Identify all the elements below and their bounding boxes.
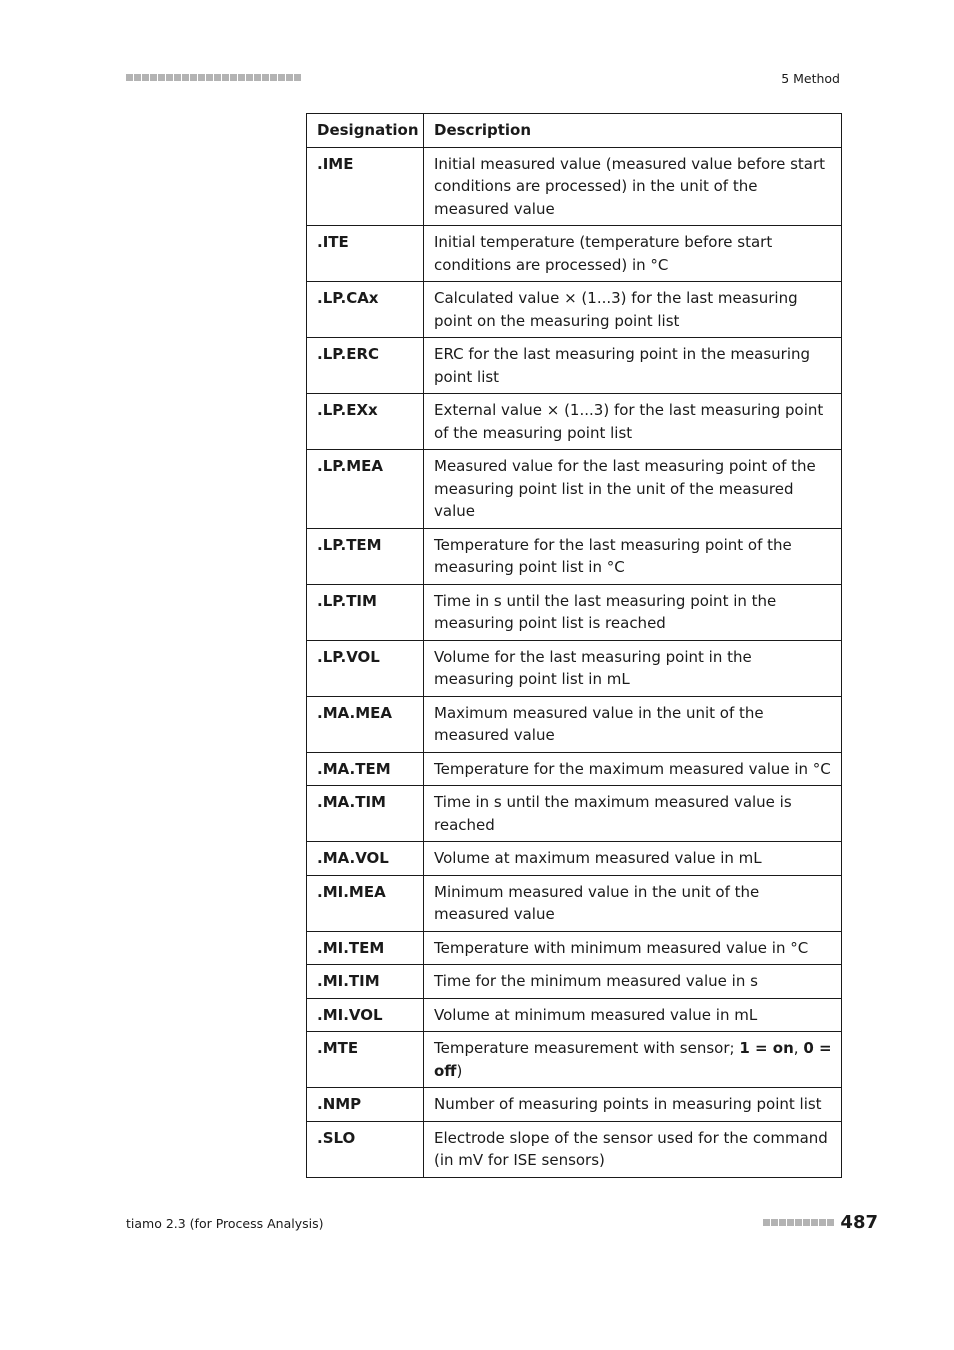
page-number: 487 xyxy=(840,1212,878,1233)
footer-product: tiamo 2.3 (for Process Analysis) xyxy=(126,1216,324,1231)
description-cell: Volume at maximum measured value in mL xyxy=(424,842,842,876)
off-value: 0 = off xyxy=(434,1039,832,1080)
footer-decoration xyxy=(763,1219,834,1226)
table-row xyxy=(307,696,842,752)
designation-cell: .MI.TIM xyxy=(307,965,424,999)
description-cell: Time in s until the maximum measured value is reached xyxy=(424,786,842,842)
table-row xyxy=(307,931,842,965)
designation-cell: .LP.CAx xyxy=(307,282,424,338)
designation-cell: .MI.VOL xyxy=(307,998,424,1032)
description-cell: Volume at minimum measured value in mL xyxy=(424,998,842,1032)
designation-cell: .LP.MEA xyxy=(307,450,424,529)
description-cell: External value × (1...3) for the last measuring point of the measuring point list xyxy=(424,394,842,450)
designation-cell: .LP.VOL xyxy=(307,640,424,696)
table-row xyxy=(307,282,842,338)
designation-cell: .LP.TIM xyxy=(307,584,424,640)
variables-table xyxy=(306,113,842,1178)
table-row xyxy=(307,640,842,696)
table-row xyxy=(307,584,842,640)
description-cell xyxy=(424,1032,842,1088)
table-row xyxy=(307,1032,842,1088)
footer-page xyxy=(763,1212,878,1233)
description-cell: Time for the minimum measured value in s xyxy=(424,965,842,999)
designation-cell: .LP.EXx xyxy=(307,394,424,450)
designation-cell: .MI.TEM xyxy=(307,931,424,965)
description-cell: Temperature for the last measuring point of the measuring point list in °C xyxy=(424,528,842,584)
description-text: Temperature measurement with sensor; xyxy=(434,1039,740,1057)
description-cell: Measured value for the last measuring point of the measuring point list in the unit of the measured value xyxy=(424,450,842,529)
column-header-description: Description xyxy=(424,114,842,148)
section-title: 5 Method xyxy=(781,71,840,86)
description-cell: Minimum measured value in the unit of the measured value xyxy=(424,875,842,931)
description-cell: Initial temperature (temperature before start conditions are processed) in °C xyxy=(424,226,842,282)
designation-cell: .MA.TEM xyxy=(307,752,424,786)
table-row xyxy=(307,1088,842,1122)
table-row xyxy=(307,147,842,226)
table-row xyxy=(307,226,842,282)
designation-cell: .MA.TIM xyxy=(307,786,424,842)
table-row xyxy=(307,528,842,584)
description-cell: Initial measured value (measured value before start conditions are processed) in the unit of the measured value xyxy=(424,147,842,226)
table-row xyxy=(307,875,842,931)
header-decoration xyxy=(126,74,301,81)
designation-cell: .MA.MEA xyxy=(307,696,424,752)
description-cell: Calculated value × (1...3) for the last measuring point on the measuring point list xyxy=(424,282,842,338)
table-row xyxy=(307,1121,842,1177)
description-cell: Temperature with minimum measured value in °C xyxy=(424,931,842,965)
description-cell: Volume for the last measuring point in the measuring point list in mL xyxy=(424,640,842,696)
table-row xyxy=(307,786,842,842)
column-header-designation: Designation xyxy=(307,114,424,148)
on-value: 1 = on xyxy=(739,1039,794,1057)
table-row xyxy=(307,450,842,529)
designation-cell: .MA.VOL xyxy=(307,842,424,876)
table-row xyxy=(307,998,842,1032)
description-cell: Number of measuring points in measuring point list xyxy=(424,1088,842,1122)
designation-cell: .LP.ERC xyxy=(307,338,424,394)
designation-cell: .ITE xyxy=(307,226,424,282)
closing-paren: ) xyxy=(456,1061,463,1080)
designation-cell: .NMP xyxy=(307,1088,424,1122)
table-row xyxy=(307,752,842,786)
designation-cell: .LP.TEM xyxy=(307,528,424,584)
description-cell: Temperature for the maximum measured value in °C xyxy=(424,752,842,786)
designation-cell: .MTE xyxy=(307,1032,424,1088)
description-cell: Electrode slope of the sensor used for the command (in mV for ISE sensors) xyxy=(424,1121,842,1177)
table-row xyxy=(307,842,842,876)
description-cell: ERC for the last measuring point in the measuring point list xyxy=(424,338,842,394)
description-cell: Maximum measured value in the unit of the measured value xyxy=(424,696,842,752)
designation-cell: .IME xyxy=(307,147,424,226)
table-row xyxy=(307,965,842,999)
table-row xyxy=(307,338,842,394)
description-cell: Time in s until the last measuring point in the measuring point list is reached xyxy=(424,584,842,640)
table-header-row xyxy=(307,114,842,148)
designation-cell: .SLO xyxy=(307,1121,424,1177)
designation-cell: .MI.MEA xyxy=(307,875,424,931)
separator: , xyxy=(793,1039,804,1057)
table-row xyxy=(307,394,842,450)
